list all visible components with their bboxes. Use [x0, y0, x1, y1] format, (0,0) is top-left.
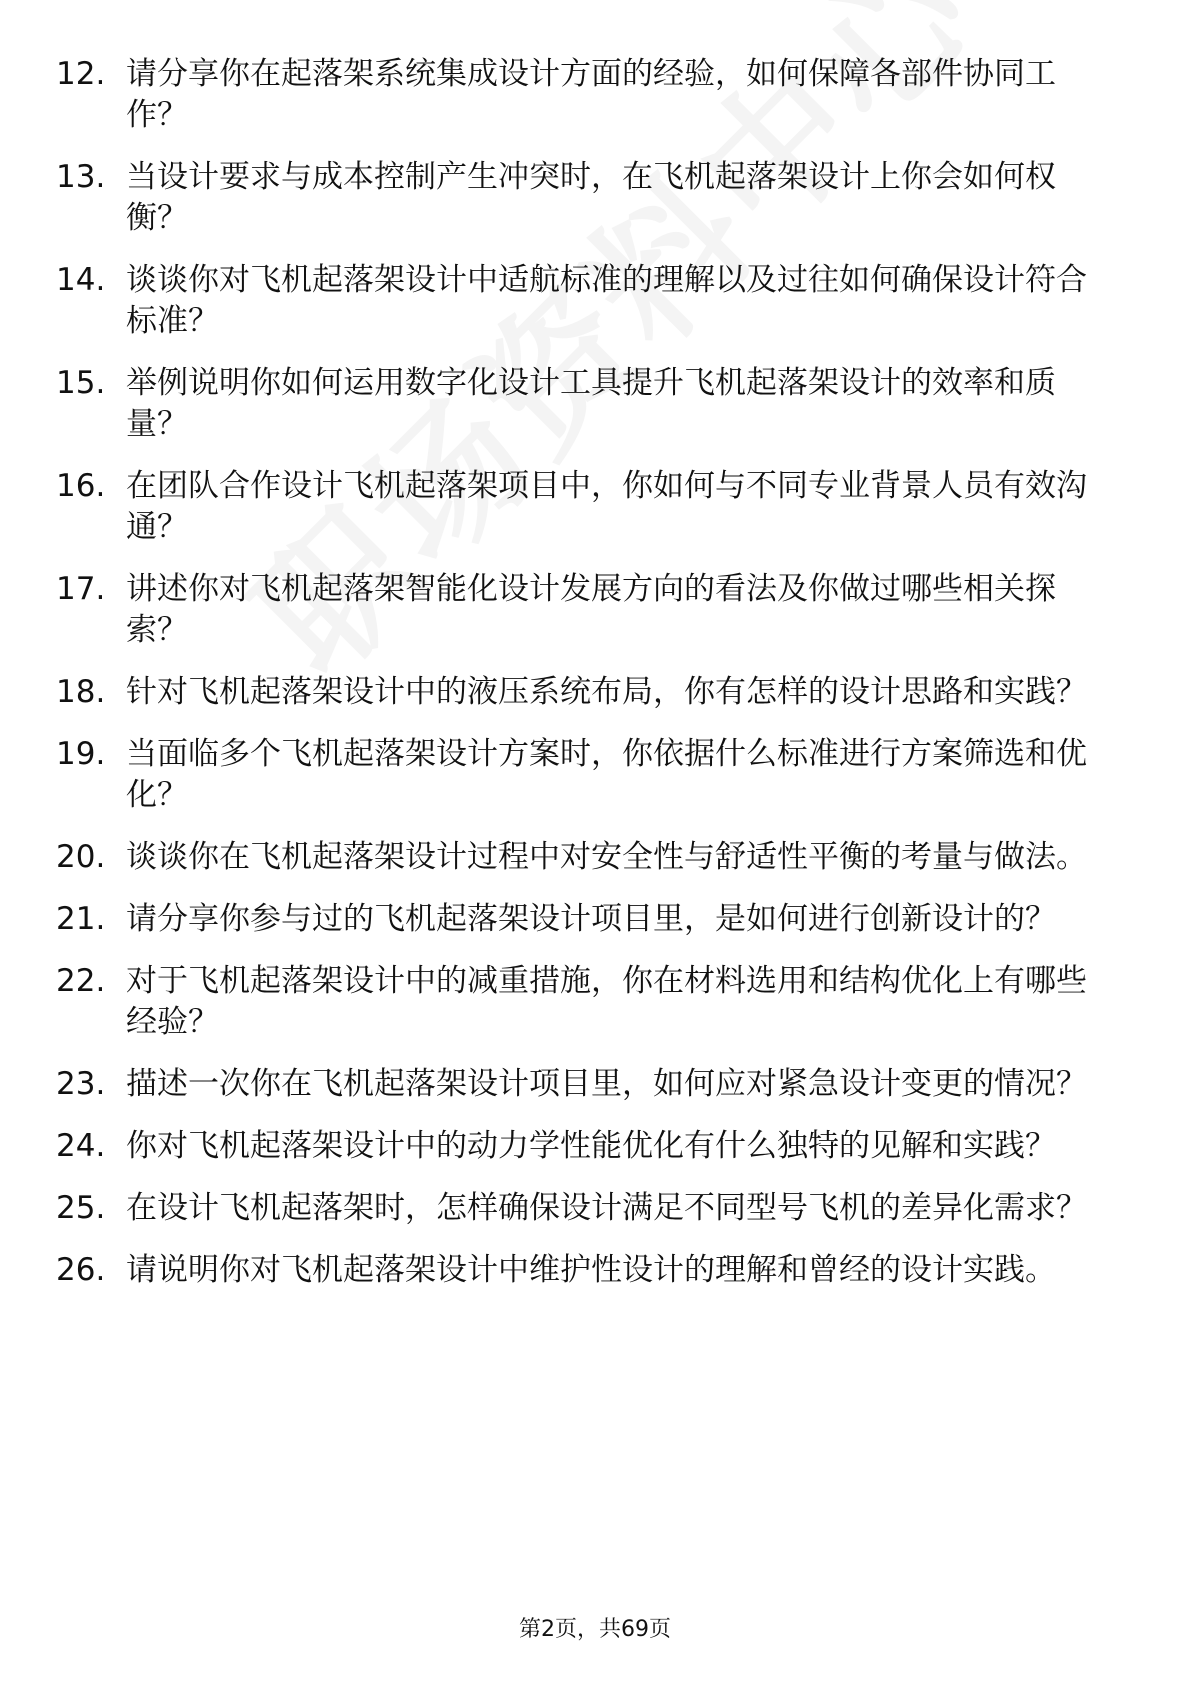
question-number: 24.: [56, 1128, 106, 1164]
question-text: 描述一次你在飞机起落架设计项目里，如何应对紧急设计变更的情况？: [126, 1066, 1087, 1102]
question-number: 14.: [56, 262, 106, 298]
page-number: 第2页，共69页: [519, 1617, 671, 1642]
question-number: 23.: [56, 1066, 106, 1102]
question-text: 当设计要求与成本控制产生冲突时，在飞机起落架设计上你会如何权衡？: [126, 159, 1056, 236]
question-item: [56, 1126, 1116, 1167]
question-text: 谈谈你对飞机起落架设计中适航标准的理解以及过往如何确保设计符合标准？: [126, 262, 1087, 339]
question-text: 请分享你参与过的飞机起落架设计项目里，是如何进行创新设计的？: [126, 901, 1056, 937]
question-item: [56, 1188, 1116, 1229]
question-item: [56, 961, 1116, 1043]
question-number: 26.: [56, 1252, 106, 1288]
question-text: 对于飞机起落架设计中的减重措施，你在材料选用和结构优化上有哪些经验？: [126, 963, 1087, 1040]
question-number: 18.: [56, 674, 106, 710]
question-item: [56, 837, 1116, 878]
question-number: 22.: [56, 963, 106, 999]
question-text: 请分享你在起落架系统集成设计方面的经验，如何保障各部件协同工作？: [126, 56, 1056, 133]
question-number: 19.: [56, 736, 106, 772]
question-item: [56, 1064, 1116, 1105]
question-number: 17.: [56, 571, 106, 607]
question-text: 当面临多个飞机起落架设计方案时，你依据什么标准进行方案筛选和优化？: [126, 736, 1087, 813]
question-item: [56, 569, 1116, 651]
question-item: [56, 363, 1116, 445]
question-text: 讲述你对飞机起落架智能化设计发展方向的看法及你做过哪些相关探索？: [126, 571, 1056, 648]
question-number: 25.: [56, 1190, 106, 1226]
question-number: 21.: [56, 901, 106, 937]
question-text: 谈谈你在飞机起落架设计过程中对安全性与舒适性平衡的考量与做法。: [126, 839, 1087, 875]
question-text: 举例说明你如何运用数字化设计工具提升飞机起落架设计的效率和质量？: [126, 365, 1056, 442]
question-number: 13.: [56, 159, 106, 195]
question-text: 针对飞机起落架设计中的液压系统布局，你有怎样的设计思路和实践？: [126, 674, 1087, 710]
question-text: 请说明你对飞机起落架设计中维护性设计的理解和曾经的设计实践。: [126, 1252, 1056, 1288]
question-item: [56, 260, 1116, 342]
question-item: [56, 899, 1116, 940]
question-item: [56, 734, 1116, 816]
question-item: [56, 672, 1116, 713]
question-number: 20.: [56, 839, 106, 875]
question-number: 16.: [56, 468, 106, 504]
question-item: [56, 54, 1116, 136]
question-number: 15.: [56, 365, 106, 401]
question-item: [56, 466, 1116, 548]
question-item: [56, 1250, 1116, 1291]
question-number: 12.: [56, 56, 106, 92]
question-item: [56, 157, 1116, 239]
question-text: 在团队合作设计飞机起落架项目中，你如何与不同专业背景人员有效沟通？: [126, 468, 1087, 545]
question-list: [56, 54, 1116, 1312]
question-text: 你对飞机起落架设计中的动力学性能优化有什么独特的见解和实践？: [126, 1128, 1056, 1164]
question-text: 在设计飞机起落架时，怎样确保设计满足不同型号飞机的差异化需求？: [126, 1190, 1087, 1226]
